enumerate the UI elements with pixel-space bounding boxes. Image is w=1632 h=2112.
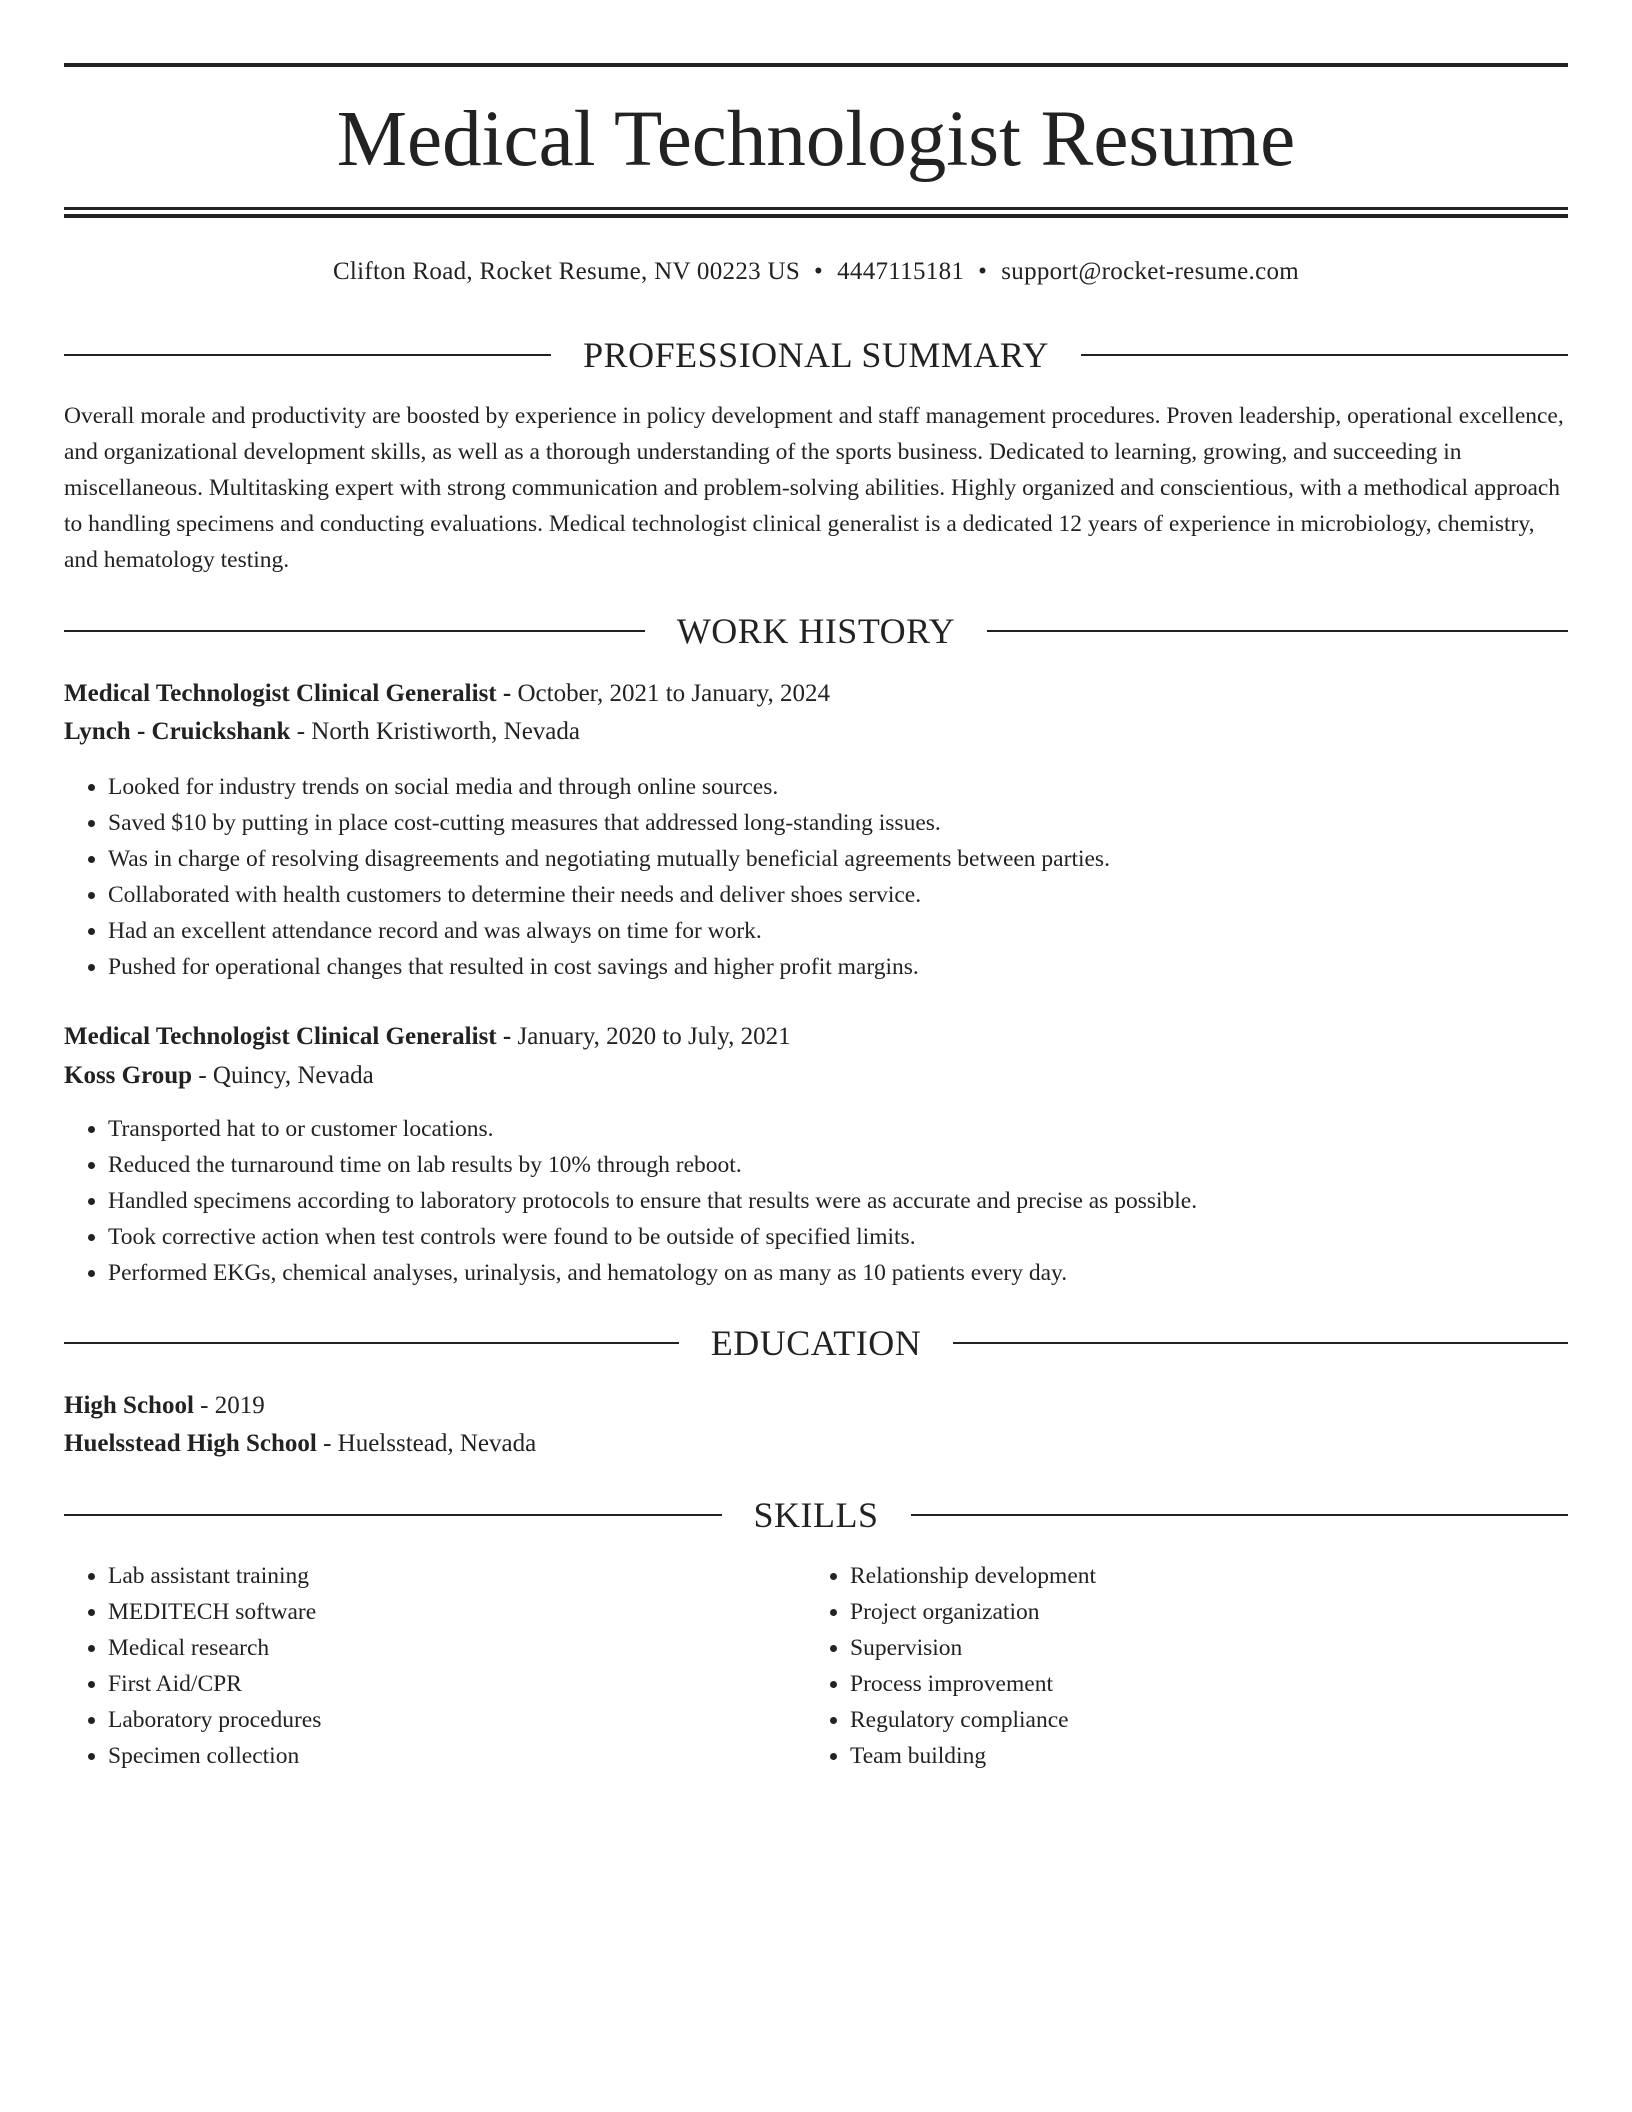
- skill-item: • Supervision: [850, 1630, 1096, 1666]
- skill-item: • First Aid/CPR: [108, 1666, 321, 1702]
- list-item: • Transported hat to or customer locations.: [108, 1111, 1197, 1147]
- education-degree-line: High School - 2019: [64, 1392, 265, 1419]
- skills-list-left: [64, 1558, 321, 1774]
- skill-item: • Relationship development: [850, 1558, 1096, 1594]
- top-rule: [64, 63, 1568, 67]
- job-bullets: [64, 1111, 1197, 1291]
- job-company: Lynch - Cruickshank: [64, 718, 291, 745]
- education-location: Huelsstead, Nevada: [337, 1430, 537, 1457]
- job-location: North Kristiworth, Nevada: [311, 718, 580, 745]
- heading-rule: [987, 630, 1568, 632]
- title-rule-lower: [64, 214, 1568, 218]
- section-heading-skills: [64, 1495, 1568, 1535]
- contact-phone: 4447115181: [837, 258, 965, 285]
- skill-item: • Medical research: [108, 1630, 321, 1666]
- job-title-line: Medical Technologist Clinical Generalist - January, 2020 to July, 2021: [64, 1023, 791, 1050]
- heading-rule: [1081, 354, 1568, 356]
- education-school: Huelsstead High School: [64, 1430, 317, 1457]
- contact-address: Clifton Road, Rocket Resume, NV 00223 US: [332, 258, 801, 285]
- heading-rule: [64, 354, 551, 356]
- list-item: • Performed EKGs, chemical analyses, urinalysis, and hematology on as many as 10 patients every day.: [108, 1255, 1197, 1291]
- heading-rule: [64, 630, 645, 632]
- list-item: • Was in charge of resolving disagreements and negotiating mutually beneficial agreements between parties.: [108, 841, 1110, 877]
- job-dates: January, 2020 to July, 2021: [517, 1023, 791, 1050]
- job-company-line: Koss Group - Quincy, Nevada: [64, 1062, 374, 1089]
- job-dates: October, 2021 to January, 2024: [517, 680, 831, 707]
- summary-paragraph: Overall morale and productivity are boosted by experience in policy development and staff management procedures. Proven leadership, operational excellence, and organizational development skills, as well as a thorough understanding of the sports business. Dedicated to learning, growing, and succeeding in miscellaneous. Multitasking expert with strong communication and problem-solving abilities. Highly organized and conscientious, with a methodical approach to handling specimens and conducting evaluations. Medical technologist clinical generalist is a dedicated 12 years of experience in microbiology, chemistry, and hematology testing.: [64, 403, 1564, 573]
- contact-separator: •: [814, 258, 824, 285]
- list-item: • Collaborated with health customers to determine their needs and deliver shoes service.: [108, 877, 1110, 913]
- heading-rule: [64, 1514, 722, 1516]
- section-title: SKILLS: [753, 1495, 879, 1535]
- skill-item: • Process improvement: [850, 1666, 1096, 1702]
- education-degree: High School: [64, 1392, 194, 1419]
- list-item: • Took corrective action when test controls were found to be outside of specified limits.: [108, 1219, 1197, 1255]
- section-heading-summary: [64, 335, 1568, 375]
- section-heading-work: [64, 611, 1568, 651]
- heading-rule: [64, 1342, 679, 1344]
- heading-rule: [953, 1342, 1568, 1344]
- education-year: 2019: [214, 1392, 265, 1419]
- job-bullets: [64, 769, 1110, 985]
- education-school-line: Huelsstead High School - Huelsstead, Nevada: [64, 1430, 537, 1457]
- skill-item: • Regulatory compliance: [850, 1702, 1096, 1738]
- section-title: WORK HISTORY: [676, 611, 956, 651]
- job-title: Medical Technologist Clinical Generalist: [64, 1023, 497, 1050]
- section-heading-education: [64, 1323, 1568, 1363]
- contact-separator: •: [978, 258, 988, 285]
- skill-item: • Specimen collection: [108, 1738, 321, 1774]
- contact-line: [0, 254, 1632, 290]
- heading-rule: [911, 1514, 1569, 1516]
- job-location: Quincy, Nevada: [212, 1062, 374, 1089]
- list-item: • Reduced the turnaround time on lab results by 10% through reboot.: [108, 1147, 1197, 1183]
- skill-item: • Lab assistant training: [108, 1558, 321, 1594]
- skill-item: • MEDITECH software: [108, 1594, 321, 1630]
- list-item: • Looked for industry trends on social media and through online sources.: [108, 769, 1110, 805]
- list-item: • Handled specimens according to laboratory protocols to ensure that results were as accurate and precise as possible.: [108, 1183, 1197, 1219]
- job-company-line: Lynch - Cruickshank - North Kristiworth, Nevada: [64, 718, 580, 745]
- section-title: EDUCATION: [710, 1323, 922, 1363]
- list-item: • Had an excellent attendance record and was always on time for work.: [108, 913, 1110, 949]
- list-item: • Pushed for operational changes that resulted in cost savings and higher profit margins.: [108, 949, 1110, 985]
- contact-email: support@rocket-resume.com: [1001, 258, 1300, 285]
- skill-item: • Project organization: [850, 1594, 1096, 1630]
- job-company: Koss Group: [64, 1062, 193, 1089]
- skill-item: • Team building: [850, 1738, 1096, 1774]
- job-title: Medical Technologist Clinical Generalist: [64, 680, 497, 707]
- skills-list-right: [806, 1558, 1096, 1774]
- skill-item: • Laboratory procedures: [108, 1702, 321, 1738]
- page-title: Medical Technologist Resume: [336, 96, 1296, 183]
- title-rule-upper: [64, 207, 1568, 210]
- section-title: PROFESSIONAL SUMMARY: [583, 335, 1049, 375]
- list-item: • Saved $10 by putting in place cost-cutting measures that addressed long-standing issues.: [108, 805, 1110, 841]
- job-title-line: Medical Technologist Clinical Generalist - October, 2021 to January, 2024: [64, 680, 831, 707]
